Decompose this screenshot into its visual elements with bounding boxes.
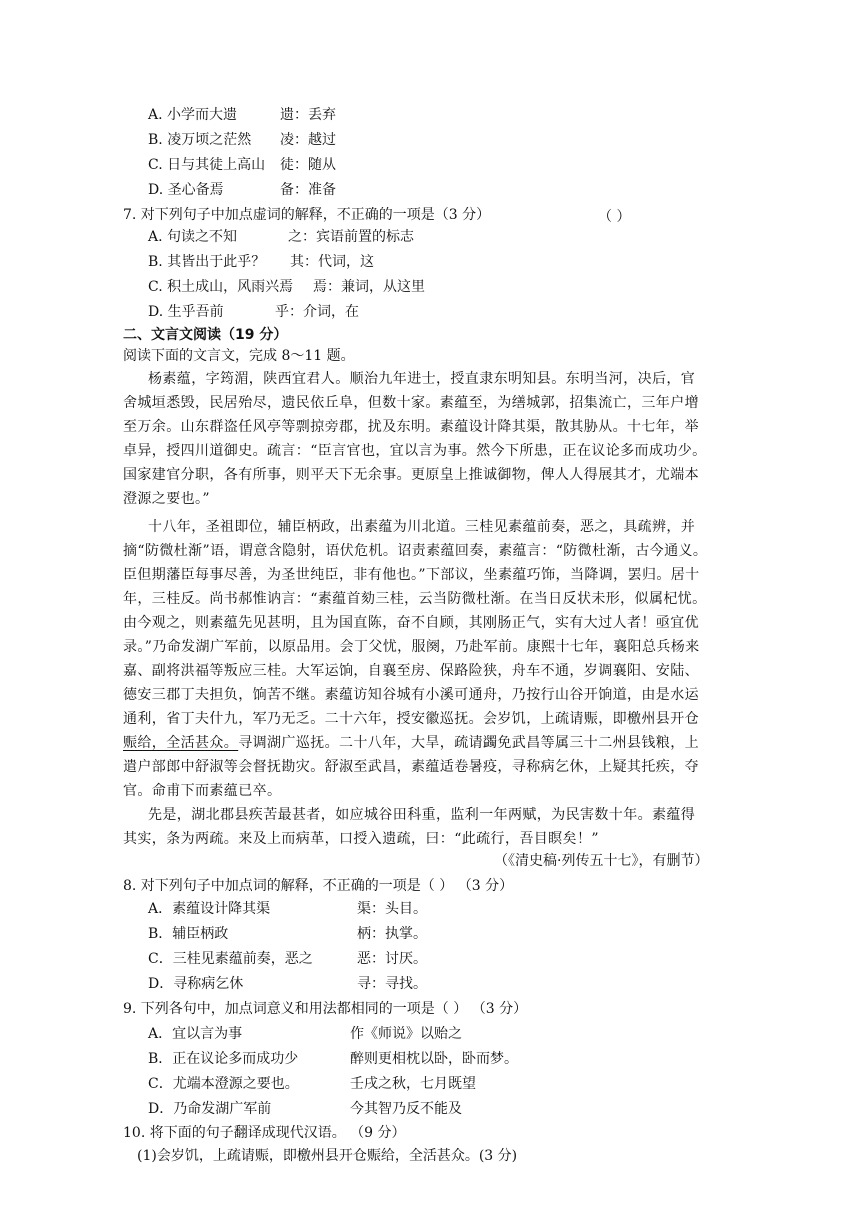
- q6-option-d-meaning: 备：准备: [280, 182, 336, 198]
- q9-option-d-compare: 今其智乃反不能及: [350, 1101, 462, 1117]
- q7-option-d-meaning: 乎：介词，在: [275, 304, 359, 320]
- passage-line: 摘“防微杜渐”语，谓意含隐射，语伏危机。诏责素蕴回奏，素蕴言：“防微杜渐，古今通义。: [123, 543, 708, 559]
- q7-stem: 7. 对下列句子中加点虚词的解释，不正确的一项是（3 分）: [123, 207, 491, 223]
- q9-option-d: D．乃命发湖广军前: [148, 1101, 272, 1117]
- q7-option-a: A. 句读之不知: [148, 229, 238, 245]
- q7-answer-paren: （ ）: [598, 209, 631, 225]
- q7-option-a-meaning: 之：宾语前置的标志: [288, 229, 414, 245]
- passage-line: 由今观之，则素蕴先见甚明，且为国直陈，奋不自顾，其刚肠正气，实有大过人者！亟宜优: [123, 615, 699, 631]
- passage-line: 杨素蕴，字筠湄，陕西宜君人。顺治九年进士，授直隶东明知县。东明当河，决后，官: [148, 371, 696, 387]
- q8-option-b: B．辅臣柄政: [148, 926, 229, 942]
- q6-option-d: D. 圣心备焉: [148, 182, 224, 198]
- passage-line: 舍城垣悉毁，民居殆尽，遗民依丘阜，但数十家。素蕴至，为缮城郭，招集流亡，三年户增: [123, 395, 699, 411]
- q7-option-d: D. 生乎吾前: [148, 304, 224, 320]
- q8-option-d-meaning: 寻：寻找。: [357, 976, 427, 992]
- q9-stem: 9. 下列各句中，加点词意义和用法都相同的一项是（ ） （3 分）: [123, 1001, 528, 1017]
- passage-line: 官。命甫下而素蕴已卒。: [123, 783, 282, 799]
- q9-option-c: C．尤端本澄源之要也。: [148, 1076, 299, 1092]
- passage-line: 至万余。山东群盗任风亭等剽掠旁郡，扰及东明。素蕴设计降其渠，散其胁从。十七年，举: [123, 419, 699, 435]
- q6-option-b-meaning: 凌：越过: [280, 132, 336, 148]
- section-intro: 阅读下面的文言文，完成 8～11 题。: [123, 348, 355, 364]
- q8-option-b-meaning: 柄：执掌。: [357, 926, 427, 942]
- q6-option-c-meaning: 徒：随从: [280, 157, 336, 173]
- q6-option-a: A. 小学而大遗: [148, 107, 238, 123]
- passage-line: 臣但期藩臣每事尽善，为圣世纯臣，非有他也。”下部议，坐素蕴巧饰，当降调，罢归。居十: [123, 567, 700, 583]
- passage-line-underlined: [123, 734, 699, 752]
- q9-option-b: B．正在议论多而成功少: [148, 1051, 299, 1067]
- q8-option-a: A．素蕴设计降其渠: [148, 901, 271, 917]
- passage-line: 澄源之要也。”: [123, 491, 210, 507]
- q9-option-c-compare: 壬戌之秋，七月既望: [350, 1076, 476, 1092]
- q9-option-a-compare: 作《师说》以贻之: [350, 1026, 462, 1042]
- passage-line: 嘉、副将洪福等叛应三桂。大军运饷，自襄至房、保路险狭，舟车不通，岁调襄阳、安陆、: [123, 663, 699, 679]
- q8-option-c: C．三桂见素蕴前奏，恶之: [148, 951, 313, 967]
- q6-option-a-meaning: 遗：丢弃: [280, 107, 336, 123]
- underlined-sentence: 赈给，全活甚众。: [123, 735, 239, 751]
- q6-option-b: B. 凌万顷之茫然: [148, 132, 252, 148]
- q8-stem: 8. 对下列句子中加点词的解释，不正确的一项是（ ） （3 分）: [123, 878, 514, 894]
- q7-option-c-meaning: 焉：兼词，从这里: [313, 279, 425, 295]
- q7-option-b-meaning: 其：代词，这: [290, 254, 374, 270]
- q9-option-a: A．宜以言为事: [148, 1026, 243, 1042]
- passage-line: 先是，湖北郡县疾苦最甚者，如应城谷田科重，监利一年两赋，为民害数十年。素蕴得: [148, 807, 696, 823]
- q9-option-b-compare: 醉则更相枕以卧，卧而梦。: [350, 1051, 518, 1067]
- q8-option-c-meaning: 恶：讨厌。: [357, 951, 427, 967]
- q8-option-a-meaning: 渠：头目。: [357, 901, 427, 917]
- passage-line: 录。”乃命发湖广军前，以原品用。会丁父忧，服阕，乃赴军前。康熙十七年，襄阳总兵杨来: [123, 639, 700, 655]
- q7-option-c: C. 积土成山，风雨兴焉: [148, 279, 294, 295]
- passage-line: 遣户部郎中舒淑等会督抚勘灾。舒淑至武昌，素蕴适卷暑疫，寻称病乞休，上疑其托疾，夺: [123, 759, 699, 775]
- passage-line: 德安三郡丁夫担负，饷苦不继。素蕴访知谷城有小溪可通舟，乃按行山谷开饷道，由是水运: [123, 687, 699, 703]
- passage-line: 国家建官分职，各有所事，则平天下无余事。更原皇上推诚御物，俾人人得展其才，尤端本: [123, 467, 699, 483]
- passage-line: 其实，条为两疏。来及上而病革，口授入遗疏，曰：“此疏行，吾目瞑矣！”: [123, 831, 599, 847]
- q6-option-c: C. 日与其徒上高山: [148, 157, 266, 173]
- passage-line: 卓异，授四川道御史。疏言：“臣言官也，宜以言为事。然今下所患，正在议论多而成功少。: [123, 443, 707, 459]
- q10-sub-1: (1)会岁饥，上疏请赈，即檄州县开仓赈给，全活甚众。(3 分): [137, 1148, 518, 1164]
- q10-stem: 10. 将下面的句子翻译成现代汉语。 （9 分）: [123, 1125, 406, 1141]
- section-heading: 二、文言文阅读（19 分）: [123, 327, 288, 343]
- passage-line-rest: 寻调湖广巡抚。二十八年，大旱，疏请蠲免武昌等属三十二州县钱粮，上: [238, 735, 700, 751]
- q7-option-b: B. 其皆出于此乎？: [148, 254, 266, 270]
- passage-line: 年，三桂反。尚书郝惟讷言：“素蕴首劾三桂，云当防微杜渐。在当日反状未形，似属杞忧。: [123, 591, 707, 607]
- passage-line: 十八年，圣祖即位，辅臣柄政，出素蕴为川北道。三桂见素蕴前奏，恶之，具疏辨，并: [148, 519, 696, 535]
- passage-line: 通利，省丁夫什九，军乃无乏。二十六年，授安徽巡抚。会岁饥，上疏请赈，即檄州县开仓: [123, 711, 699, 727]
- passage-source: （《清史稿·列传五十七》，有删节）: [494, 853, 709, 869]
- q8-option-d: D．寻称病乞休: [148, 976, 244, 992]
